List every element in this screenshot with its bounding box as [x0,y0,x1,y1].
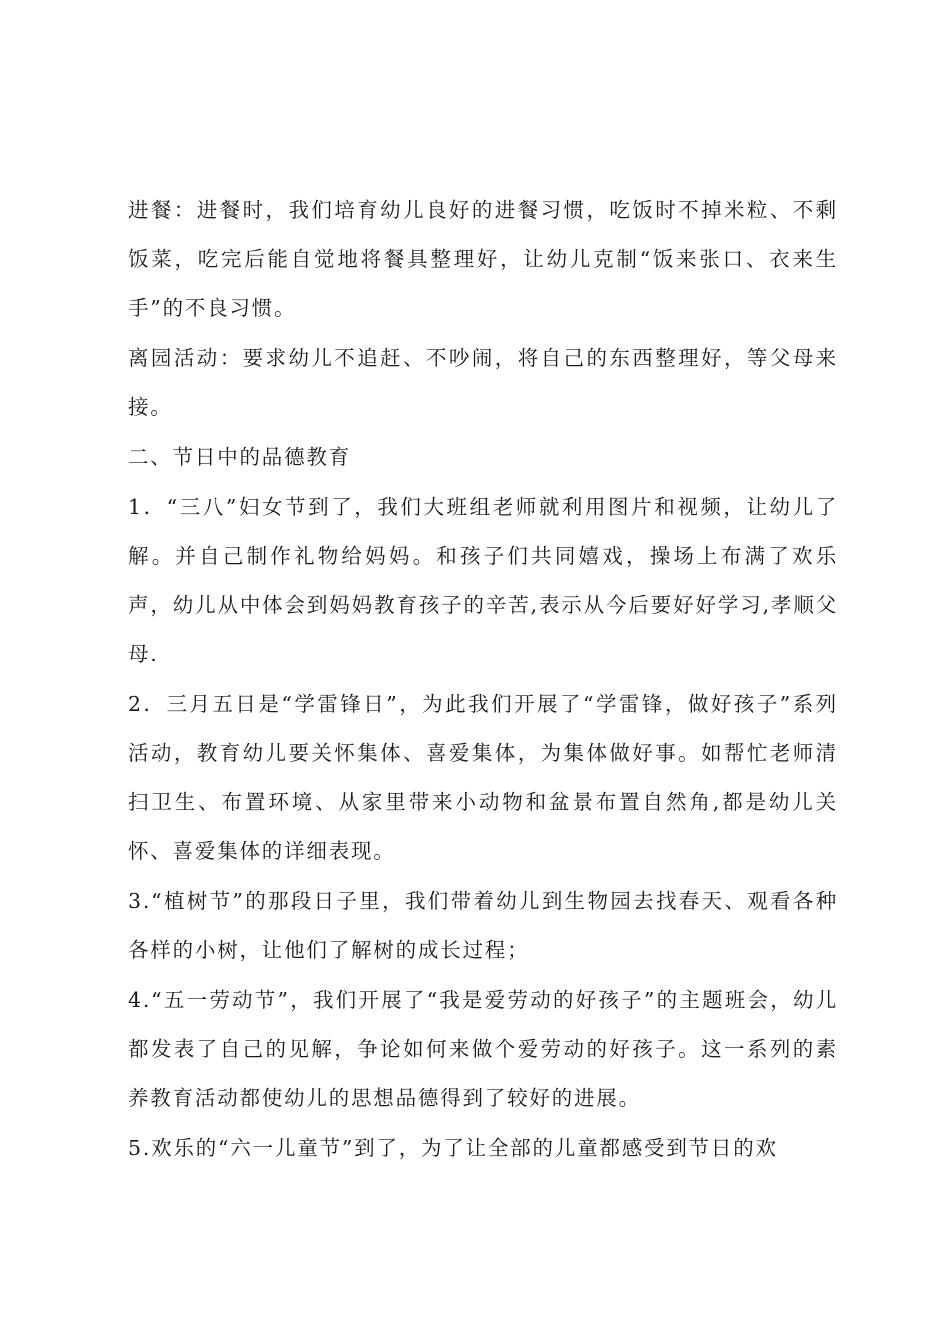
paragraph-departure: 离园活动：要求幼儿不追赶、不吵闹，将自己的东西整理好，等父母来接。 [128,346,838,419]
section-heading: 二、节日中的品德教育 [128,445,351,469]
paragraph-item-5: 5.欢乐的“六一儿童节”到了，为了让全部的儿童都感受到节日的欢 [128,1136,778,1160]
paragraph-item-1: 1．“三八”妇女节到了，我们大班组老师就利用图片和视频，让幼儿了解。并自己制作礼物给妈妈。和孩子们共同嬉戏，操场上布满了欢乐声，幼儿从中体会到妈妈教育孩子的辛苦,表示从今后要好好学习,孝顺父母. [128,495,838,666]
paragraph-item-2: 2．三月五日是“学雷锋日”，为此我们开展了“学雷锋，做好孩子”系列活动，教育幼儿要关怀集体、喜爱集体，为集体做好事。如帮忙老师清扫卫生、布置环境、从家里带来小动物和盆景布置自然角,都是幼儿关怀、喜爱集体的详细表现。 [128,692,838,863]
paragraph-item-3: 3.“植树节”的那段日子里，我们带着幼儿到生物园去找春天、观看各种各样的小树，让他们了解树的成长过程； [128,889,838,962]
document-body [128,186,838,1174]
paragraph-meals: 进餐：进餐时，我们培育幼儿良好的进餐习惯，吃饭时不掉米粒、不剩饭菜，吃完后能自觉地将餐具整理好，让幼儿克制“饭来张口、衣来生手”的不良习惯。 [128,198,838,320]
paragraph-item-4: 4.“五一劳动节”，我们开展了“我是爱劳动的好孩子”的主题班会，幼儿都发表了自己的见解，争论如何来做个爱劳动的好孩子。这一系列的素养教育活动都使幼儿的思想品德得到了较好的进展。 [128,988,838,1110]
